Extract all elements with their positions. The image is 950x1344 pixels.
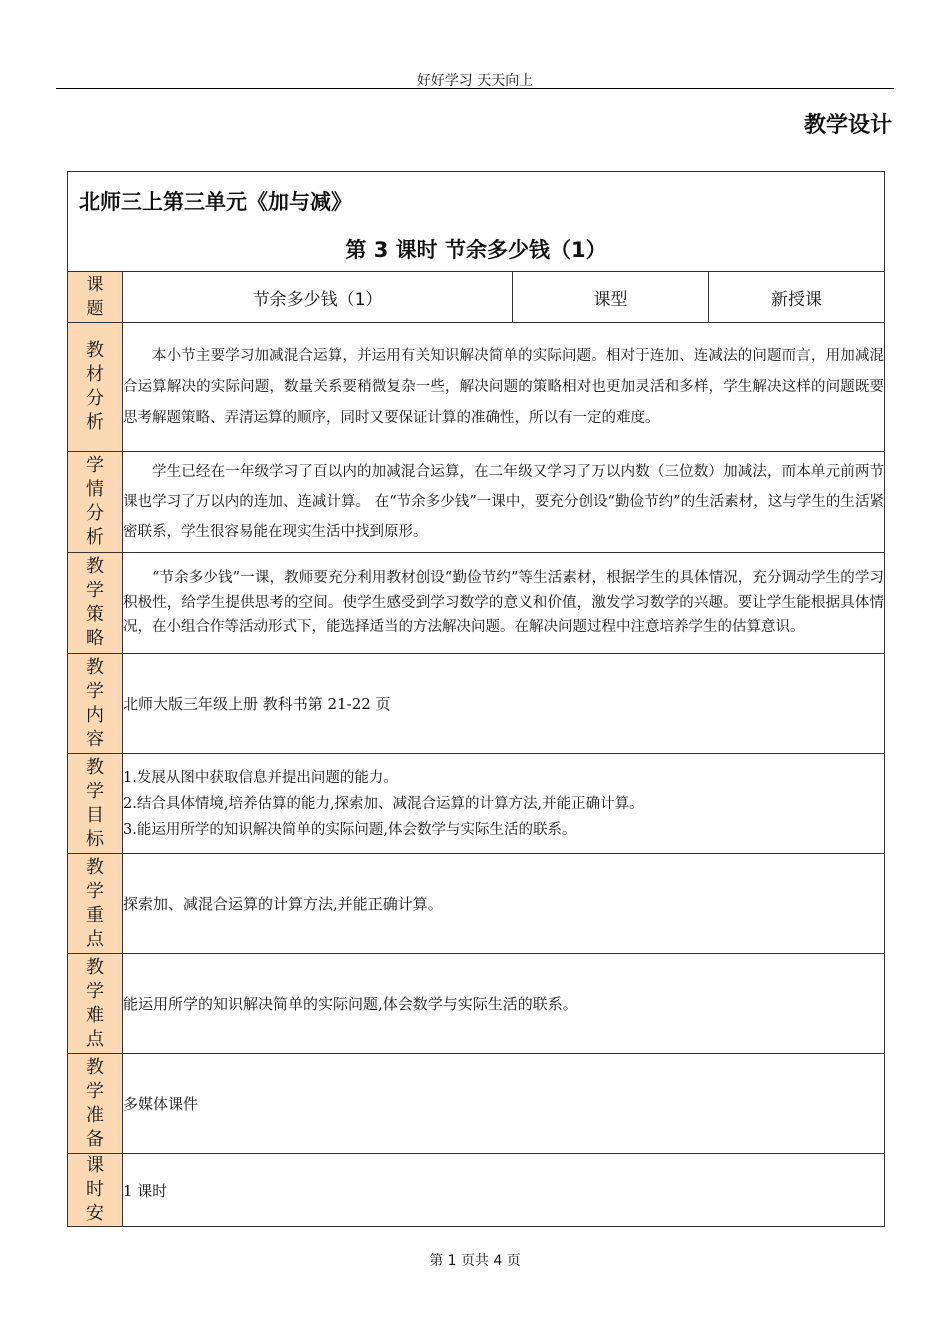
content-text: 北师大版三年级上册 教科书第 21-22 页: [123, 654, 885, 754]
content-label: 教 学 内 容: [68, 654, 123, 754]
key-points-row: [68, 854, 885, 954]
strategy-text: “节余多少钱”一课，教师要充分利用教材创设“勤俭节约”等生活素材，根据学生的具体情况，充分调动学生的学习积极性，给学生提供思考的空间。使学生感受到学习数学的意义和价值，激发学习数学的兴趣。要让学生能根据具体情况，在小组合作等活动形式下，能选择适当的方法解决问题。在解决问题过程中注意培养学生的估算意识。: [123, 553, 885, 654]
student-analysis-label: 学 情 分 析: [68, 452, 123, 553]
lesson-plan-table: [67, 171, 885, 1227]
type-value: 新授课: [709, 272, 885, 323]
goals-list: [123, 754, 885, 854]
topic-row: [68, 272, 885, 323]
student-analysis-row: [68, 452, 885, 553]
key-points-text: 探索加、减混合运算的计算方法,并能正确计算。: [123, 854, 885, 954]
goal-item: 1.发展从图中获取信息并提出问题的能力。: [123, 769, 398, 786]
page-header-slogan: 好好学习 天天向上: [416, 73, 534, 89]
page-number: 第 1 页共 4 页: [429, 1253, 521, 1269]
goal-item: 3.能运用所学的知识解决简单的实际问题,体会数学与实际生活的联系。: [123, 821, 577, 838]
goals-label: 教 学 目 标: [68, 754, 123, 854]
header-divider: [56, 88, 894, 89]
schedule-label: 课 时 安: [68, 1154, 123, 1227]
type-label: 课型: [513, 272, 709, 323]
difficulties-row: [68, 954, 885, 1054]
material-analysis-row: [68, 323, 885, 452]
goal-item: 2.结合具体情境,培养估算的能力,探索加、减混合运算的计算方法,并能正确计算。: [123, 795, 644, 812]
strategy-label: 教 学 策 略: [68, 553, 123, 654]
topic-label: 课 题: [68, 272, 123, 323]
document-title: 教学设计: [803, 113, 892, 138]
content-row: [68, 654, 885, 754]
unit-title: 北师三上第三单元《加与减》: [79, 190, 352, 214]
lesson-title: 第 3 课时 节余多少钱（1）: [345, 238, 607, 262]
material-analysis-text: 本小节主要学习加减混合运算，并运用有关知识解决简单的实际问题。相对于连加、连减法的问题而言，用加减混合运算解决的实际问题，数量关系要稍微复杂一些，解决问题的策略相对也更加灵活和多样，学生解决这样的问题既要思考解题策略、弄清运算的顺序，同时又要保证计算的准确性，所以有一定的难度。: [123, 323, 885, 452]
schedule-text: 1 课时: [123, 1154, 885, 1227]
strategy-row: [68, 553, 885, 654]
material-analysis-label: 教 材 分 析: [68, 323, 123, 452]
preparation-text: 多媒体课件: [123, 1054, 885, 1154]
preparation-row: [68, 1054, 885, 1154]
title-cell: [68, 172, 885, 272]
student-analysis-text: 学生已经在一年级学习了百以内的加减混合运算，在二年级又学习了万以内数（三位数）加减法，而本单元前两节课也学习了万以内的连加、连减计算。 在“节余多少钱”一课中，要充分创设“勤俭节约”的生活素材，这与学生的生活紧密联系，学生很容易能在现实生活中找到原形。: [123, 452, 885, 553]
schedule-row: [68, 1154, 885, 1227]
difficulties-text: 能运用所学的知识解决简单的实际问题,体会数学与实际生活的联系。: [123, 954, 885, 1054]
preparation-label: 教 学 准 备: [68, 1054, 123, 1154]
key-points-label: 教 学 重 点: [68, 854, 123, 954]
goals-row: [68, 754, 885, 854]
difficulties-label: 教 学 难 点: [68, 954, 123, 1054]
topic-value: 节余多少钱（1）: [123, 272, 513, 323]
